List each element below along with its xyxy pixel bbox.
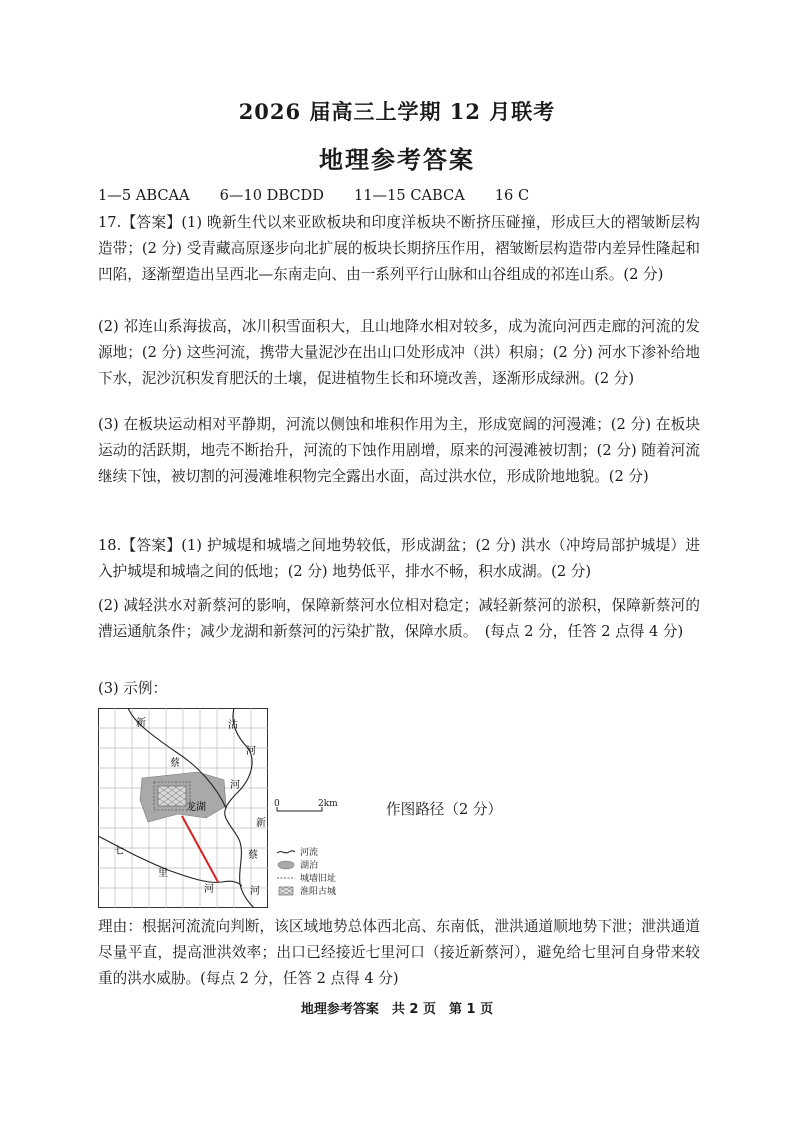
map-label-he: 河 xyxy=(230,780,240,791)
legend-item-river xyxy=(276,845,366,858)
legend-label: 城墙旧址 xyxy=(300,874,337,884)
page-footer: 地理参考答案 共 2 页 第 1 页 xyxy=(300,1002,494,1017)
map-label-he: 河 xyxy=(246,746,256,757)
legend-label: 河流 xyxy=(300,848,319,858)
q18-reason: 理由：根据河流流向判断，该区域地势总体西北高、东南低，泄洪通道顺地势下泄；泄洪通道尽量平直，提高泄洪效率；出口已经接近七里河口（接近新蔡河），避免给七里河自身带来较重的洪水威胁。(每点 2 分，任答 2 点得 4 分) xyxy=(98,918,700,988)
q18-part1: 18.【答案】(1) 护城堤和城墙之间地势较低，形成湖盆；(2 分) 洪水（冲垮局部护城堤）进入护城堤和城墙之间的低地；(2 分) 地势低平，排水不畅，积水成湖。(2 分) xyxy=(98,537,700,581)
lake-route-map xyxy=(98,708,268,908)
answer-title: 地理参考答案 xyxy=(319,145,475,174)
city-wall-icon xyxy=(276,873,296,883)
map-label-he: 河 xyxy=(204,884,214,895)
exam-title: 2026 届高三上学期 12 月联考 xyxy=(238,99,556,124)
map-label-qi: 七 xyxy=(114,846,124,857)
map-legend xyxy=(276,845,366,897)
map-label-gu: 沽 xyxy=(228,720,238,731)
map-label-cai: 蔡 xyxy=(248,850,258,861)
route-caption: 作图路径（2 分） xyxy=(386,801,503,818)
map-label-xin: 新 xyxy=(256,818,266,829)
legend-item-wall xyxy=(276,871,366,884)
q17-part3: (3) 在板块运动相对平静期，河流以侧蚀和堆积作用为主，形成宽阔的河漫滩；(2 分) 在板块运动的活跃期，地壳不断抬升，河流的下蚀作用剧增，原来的河漫滩被切割；(2 分) 随着河流继续下蚀，被切割的河漫滩堆积物完全露出水面，高过洪水位，形成阶地地貌。(2 分) xyxy=(98,416,700,486)
q18-part2: (2) 减轻洪水对新蔡河的影响，保障新蔡河水位相对稳定；减轻新蔡河的淤积，保障新蔡河的漕运通航条件；减少龙湖和新蔡河的污染扩散，保障水质。 (每点 2 分，任答 2 点得 4 分) xyxy=(98,597,700,641)
river-line-icon xyxy=(276,847,296,857)
mc-group-1: 1—5 ABCAA xyxy=(98,187,190,204)
map-label-li: 里 xyxy=(158,868,168,879)
map-label-longhu: 龙湖 xyxy=(186,802,206,813)
multiple-choice-answers xyxy=(98,183,700,209)
map-label-xin: 新 xyxy=(136,718,146,729)
mc-group-2: 6—10 DBCDD xyxy=(219,187,324,204)
legend-label: 湖泊 xyxy=(300,861,319,871)
map-label-cai: 蔡 xyxy=(170,758,180,769)
scale-label: 2km xyxy=(318,799,338,809)
legend-item-city xyxy=(276,884,366,897)
mc-group-3: 11—15 CABCA xyxy=(353,187,465,204)
map-label-he: 河 xyxy=(250,886,260,897)
mc-group-4: 16 C xyxy=(494,187,530,204)
ancient-city-icon xyxy=(276,886,296,896)
scale-zero: 0 xyxy=(274,799,280,809)
q17-part2: (2) 祁连山系海拔高，冰川积雪面积大，且山地降水相对较多，成为流向河西走廊的河流的发源地；(2 分) 这些河流，携带大量泥沙在出山口处形成冲（洪）积扇；(2 分) 河水下渗补给地下水，泥沙沉积发育肥沃的土壤，促进植物生长和环境改善，逐渐形成绿洲。(2 分) xyxy=(98,318,700,388)
q17-part1: 17.【答案】(1) 晚新生代以来亚欧板块和印度洋板块不断挤压碰撞，形成巨大的褶皱断层构造带；(2 分) 受青藏高原逐步向北扩展的板块长期挤压作用，褶皱断层构造带内差异性隆起和凹陷，逐渐塑造出呈西北—东南走向、由一系列平行山脉和山谷组成的祁连山系。(2 分) xyxy=(98,214,700,284)
legend-item-lake xyxy=(276,858,366,871)
lake-icon xyxy=(276,860,296,870)
q18-part3: (3) 示例： xyxy=(98,680,168,697)
legend-label: 淮阳古城 xyxy=(300,887,337,897)
